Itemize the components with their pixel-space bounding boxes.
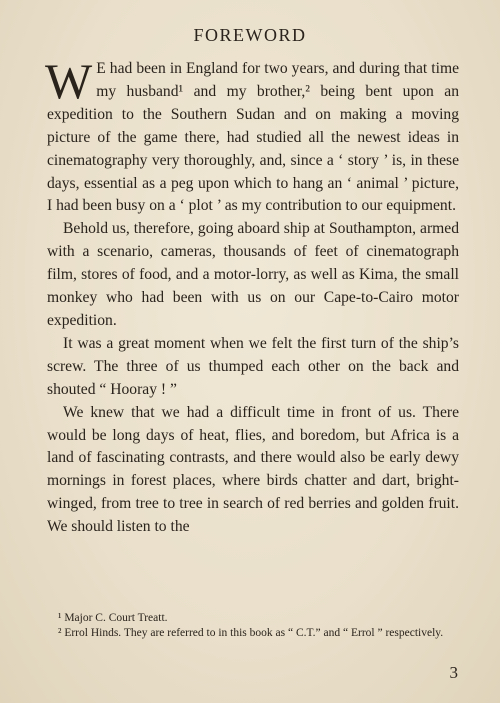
paragraph-1-text: E had been in England for two years, and during that time my husband¹ and my brother,² being bent upon an expedition to the Southern Sudan and on making a moving picture of the game there, had studied all the newest ideas in cinematography very thoroughly, and, since a ‘ story ’ is, in these days, essential as a peg upon which to hang an ‘ animal ’ picture, I had been busy on a ‘ plot ’ as my contribution to our equipment.: [47, 60, 459, 215]
drop-cap: W: [45, 53, 93, 109]
body-text: [45, 53, 459, 539]
paragraph-2: Behold us, therefore, going aboard ship at Southampton, armed with a scenario, cameras, thousands of feet of cinematograph film, stores of food, and a motor-lorry, as well as Kima, the small monkey who had been with us on our Cape-to-Cairo motor expedition.: [47, 220, 459, 329]
paragraph-4: We knew that we had a difficult time in front of us. There would be long days of heat, flies, and boredom, but Africa is a land of fascinating contrasts, and there would also be early dewy mornings in forest places, where birds chatter and dart, bright-winged, from tree to tree in search of red berries and golden fruit. We should listen to the: [47, 403, 459, 536]
chapter-title: FOREWORD: [193, 25, 307, 45]
page-number: 3: [449, 663, 458, 682]
footnote-2: ² Errol Hinds. They are referred to in this book as “ C.T.” and “ Errol ” respectively.: [58, 627, 444, 639]
footnote-1: ¹ Major C. Court Treatt.: [58, 612, 168, 624]
paragraph-3: It was a great moment when we felt the first turn of the ship’s screw. The three of us thumped each other on the back and shouted “ Hooray ! ”: [47, 334, 459, 398]
footnotes: [58, 611, 458, 641]
paragraph-1: [45, 53, 459, 218]
